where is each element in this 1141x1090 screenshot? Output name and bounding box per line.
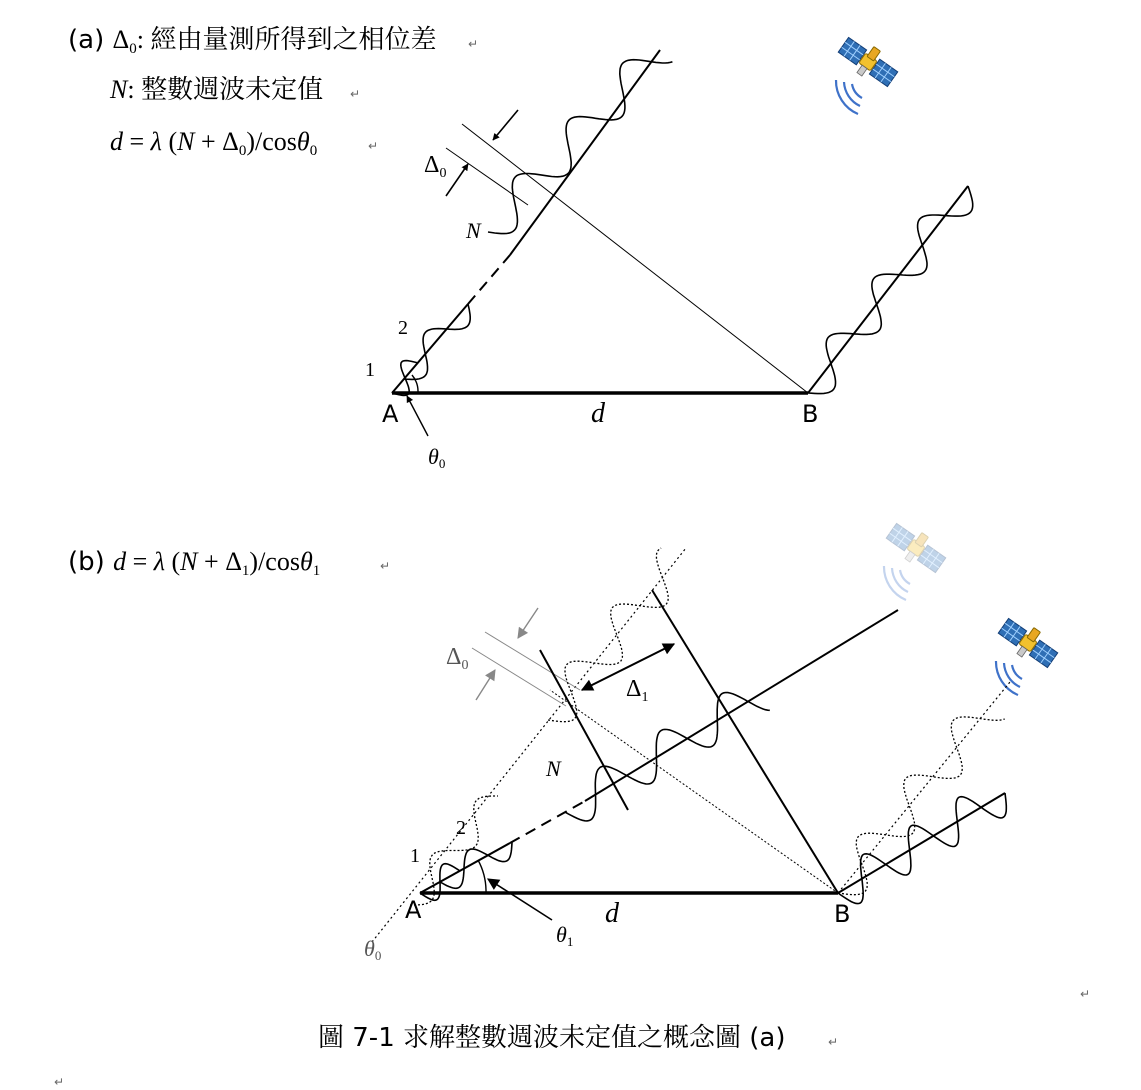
old-ray-b-dotted bbox=[838, 682, 1010, 893]
label-d: d bbox=[605, 898, 619, 929]
paragraph-mark: ↵ bbox=[350, 87, 361, 101]
label-point-b: B bbox=[834, 900, 851, 928]
paragraph-mark: ↵ bbox=[368, 139, 379, 153]
label-delta1: $\Delta_1$ bbox=[626, 676, 649, 705]
paragraph-mark: ↵ bbox=[1080, 987, 1091, 1001]
label-point-a: A bbox=[382, 400, 399, 428]
ray-a-lower bbox=[420, 843, 510, 893]
satellite-icon-faded bbox=[883, 518, 950, 600]
label-n: N bbox=[546, 756, 561, 781]
old-wavefront-dotted bbox=[550, 690, 838, 893]
paragraph-mark: ↵ bbox=[54, 1075, 65, 1089]
delta-arrow-bottom bbox=[446, 164, 468, 196]
angle-arc-theta0 bbox=[412, 375, 418, 393]
angle-arc-theta1 bbox=[478, 860, 486, 893]
label-theta1: θ1 bbox=[556, 922, 574, 949]
old-delta-line-2 bbox=[472, 648, 566, 706]
label-point-b: B bbox=[802, 400, 819, 428]
old-delta-arrow-top bbox=[518, 608, 538, 638]
panel-b bbox=[68, 518, 1062, 963]
panel-a-line1: (a) Δ0: 經由量測所得到之相位差 bbox=[68, 25, 437, 57]
delta-arrow-top bbox=[493, 110, 518, 140]
figure-caption: 圖 7-1 求解整數週波未定值之概念圖 (a) bbox=[318, 1023, 786, 1053]
ray-b bbox=[838, 793, 1005, 893]
label-theta0: θ0 bbox=[428, 444, 446, 471]
old-delta-arrow-bottom bbox=[476, 670, 495, 700]
paragraph-mark: ↵ bbox=[828, 1035, 839, 1049]
old-delta-line-1 bbox=[485, 632, 580, 690]
paragraph-mark: ↵ bbox=[380, 559, 391, 573]
label-2: 2 bbox=[456, 817, 466, 839]
wave-cycle-n bbox=[488, 60, 672, 234]
wave-cycle-n bbox=[565, 693, 770, 821]
panel-a bbox=[68, 25, 973, 471]
satellite-icon bbox=[835, 32, 902, 114]
satellite-icon-b bbox=[995, 613, 1062, 695]
theta1-pointer bbox=[488, 879, 552, 920]
paragraph-mark: ↵ bbox=[468, 37, 479, 51]
label-d: d bbox=[591, 398, 605, 429]
theta-pointer bbox=[407, 396, 428, 436]
label-delta0: $\Delta_0$ bbox=[424, 152, 447, 181]
label-2: 2 bbox=[398, 317, 408, 339]
label-1: 1 bbox=[410, 845, 420, 867]
old-ray-a-dotted bbox=[372, 548, 686, 942]
label-theta0: θ0 bbox=[364, 936, 382, 963]
wavefront-line bbox=[462, 124, 808, 393]
label-point-a: A bbox=[405, 896, 422, 924]
ray-a-dashed bbox=[468, 255, 510, 304]
label-delta0: $\Delta_0$ bbox=[446, 644, 469, 673]
wave-b bbox=[838, 793, 1006, 904]
ray-a-upper bbox=[585, 610, 898, 801]
ray-a-dashed bbox=[510, 801, 585, 843]
ray-a-upper bbox=[510, 50, 660, 255]
label-n: N bbox=[466, 218, 481, 243]
panel-b-formula: (b) d = λ (N + Δ1)/cosθ1 bbox=[68, 547, 321, 579]
ray-b bbox=[808, 186, 968, 393]
panel-a-line2: N: 整數週波未定值 bbox=[110, 75, 324, 105]
label-1: 1 bbox=[365, 359, 375, 381]
panel-a-formula: d = λ (N + Δ0)/cosθ0 bbox=[110, 127, 318, 159]
wavefront-line-new bbox=[652, 590, 838, 893]
